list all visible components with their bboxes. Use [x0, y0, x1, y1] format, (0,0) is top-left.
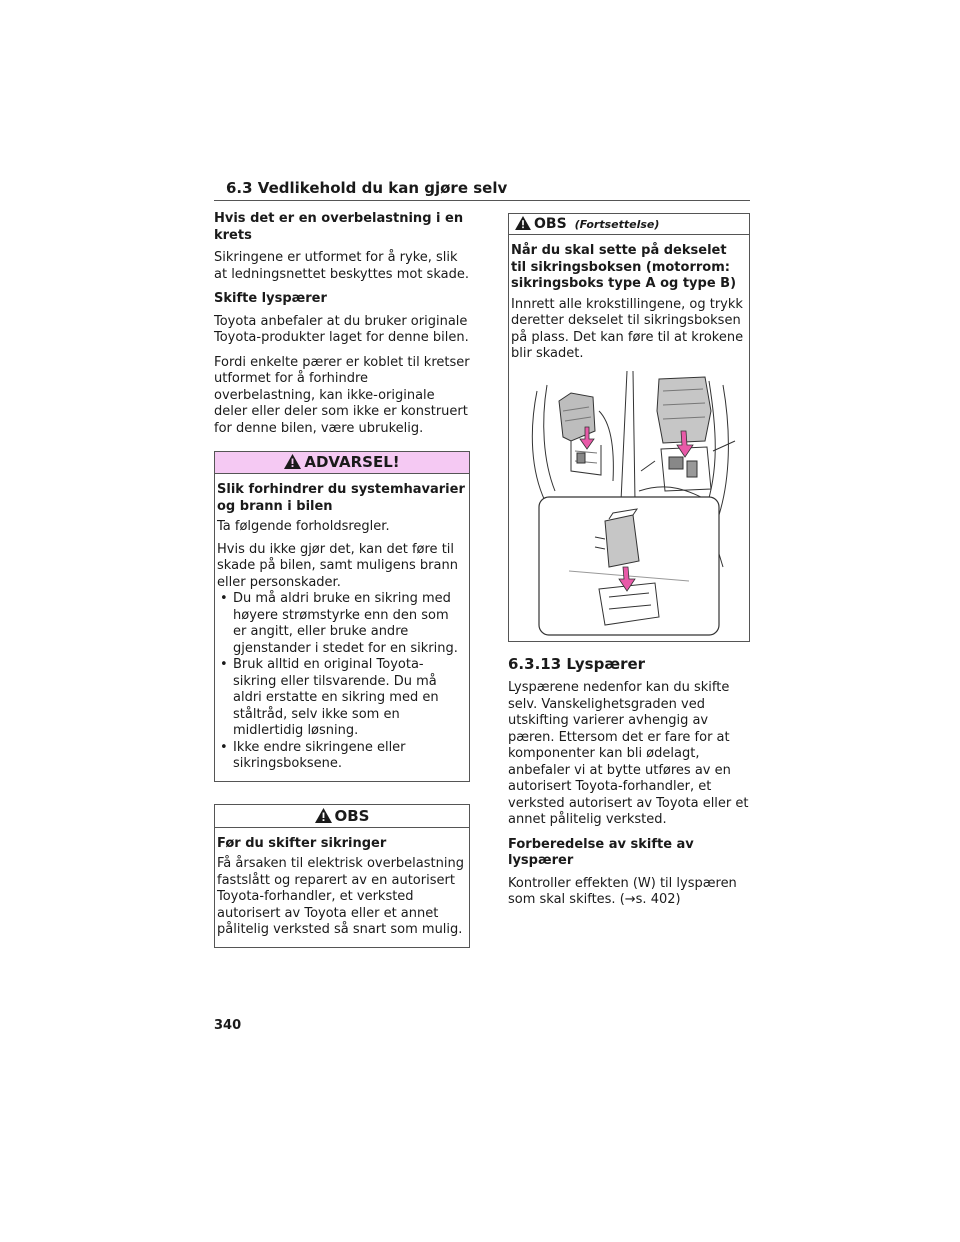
warning-box	[214, 451, 470, 782]
warning-header	[215, 452, 469, 474]
overload-text: Sikringene er utformet for å ryke, slik at ledningsnettet beskyttes mot skade.	[214, 250, 469, 282]
page-number: 340	[214, 1018, 242, 1033]
warning-text-1: Ta følgende forholdsregler.	[217, 519, 390, 534]
prep-heading: Forberedelse av skifte av lyspærer	[508, 836, 694, 868]
bulbs-heading: Skifte lyspærer	[214, 291, 327, 306]
warning-bullet-list	[217, 591, 465, 773]
notice-continued-box	[508, 213, 750, 642]
notice-label: OBS	[334, 806, 370, 825]
warning-label: ADVARSEL!	[304, 453, 400, 471]
list-item: • Bruk alltid en original Toyota-sikring eller tilsvarende. Du må aldri erstatte en sikring med en ståltråd, selv ikke som en midlertidig løsning.	[217, 657, 465, 740]
notice-box	[214, 804, 470, 948]
overload-heading: Hvis det er en overbelastning i en krets	[214, 211, 464, 243]
notice-continued-label: OBS	[534, 216, 567, 232]
list-item: • Ikke endre sikringene eller sikringsboksene.	[217, 740, 465, 773]
page-header-title: 6.3 Vedlikehold du kan gjøre selv	[226, 179, 508, 197]
left-column	[214, 211, 470, 948]
warning-triangle-icon	[315, 807, 332, 829]
notice-continued-text: Innrett alle krokstillingene, og trykk deretter dekselet til sikringsboksen på plass. Det kan føre til at krokene blir skadet.	[511, 296, 744, 361]
header-rule	[214, 200, 750, 201]
warning-triangle-icon	[284, 454, 301, 475]
section-title: 6.3.13 Lyspærer	[508, 654, 646, 673]
prep-text: Kontroller effekten (W) til lyspæren som skal skiftes. (→s. 402)	[508, 875, 737, 907]
notice-header	[215, 805, 469, 828]
list-item: • Du må aldri bruke en sikring med høyere strømstyrke enn den som er angitt, eller bruke andre gjenstander i stedet for en sikring.	[217, 591, 465, 657]
warning-text-2: Hvis du ikke gjør det, kan det føre til skade på bilen, samt muligens brann eller personskader.	[217, 541, 458, 590]
right-column	[508, 213, 750, 917]
warning-heading: Slik forhindrer du systemhavarier og brann i bilen	[217, 482, 465, 514]
notice-continued-header	[509, 214, 749, 235]
bulbs-text-2: Fordi enkelte pærer er koblet til kretser utformet for å forhindre overbelastning, kan ikke-originale deler eller deler som ikke er konstruert for denne bilen, være ubrukelig.	[214, 354, 470, 436]
notice-heading: Før du skifter sikringer	[217, 835, 387, 851]
warning-triangle-icon	[515, 216, 531, 236]
notice-continued-heading: Når du skal sette på dekselet til sikringsboksen (motorrom: sikringsboks type A og type B)	[511, 243, 737, 291]
bulbs-text-1: Toyota anbefaler at du bruker originale Toyota-produkter laget for denne bilen.	[214, 313, 469, 345]
continued-label: (Fortsettelse)	[574, 218, 660, 231]
notice-text: Få årsaken til elektrisk overbelastning fastslått og reparert av en autorisert Toyota-forhandler, et verksted autorisert av Toyota eller et annet pålitelig verksted så snart som mulig.	[217, 856, 464, 937]
fuse-box-cover-illustration	[509, 371, 749, 641]
section-text: Lyspærene nedenfor kan du skifte selv. Vanskelighetsgraden ved utskifting varierer avhengig av pæren. Ettersom det er fare for at komponenter kan bli ødelagt, anbefaler vi at bytte utføres av en autorisert Toyota-forhandler, et verksted autorisert av Toyota eller et annet pålitelig verksted.	[508, 680, 749, 827]
